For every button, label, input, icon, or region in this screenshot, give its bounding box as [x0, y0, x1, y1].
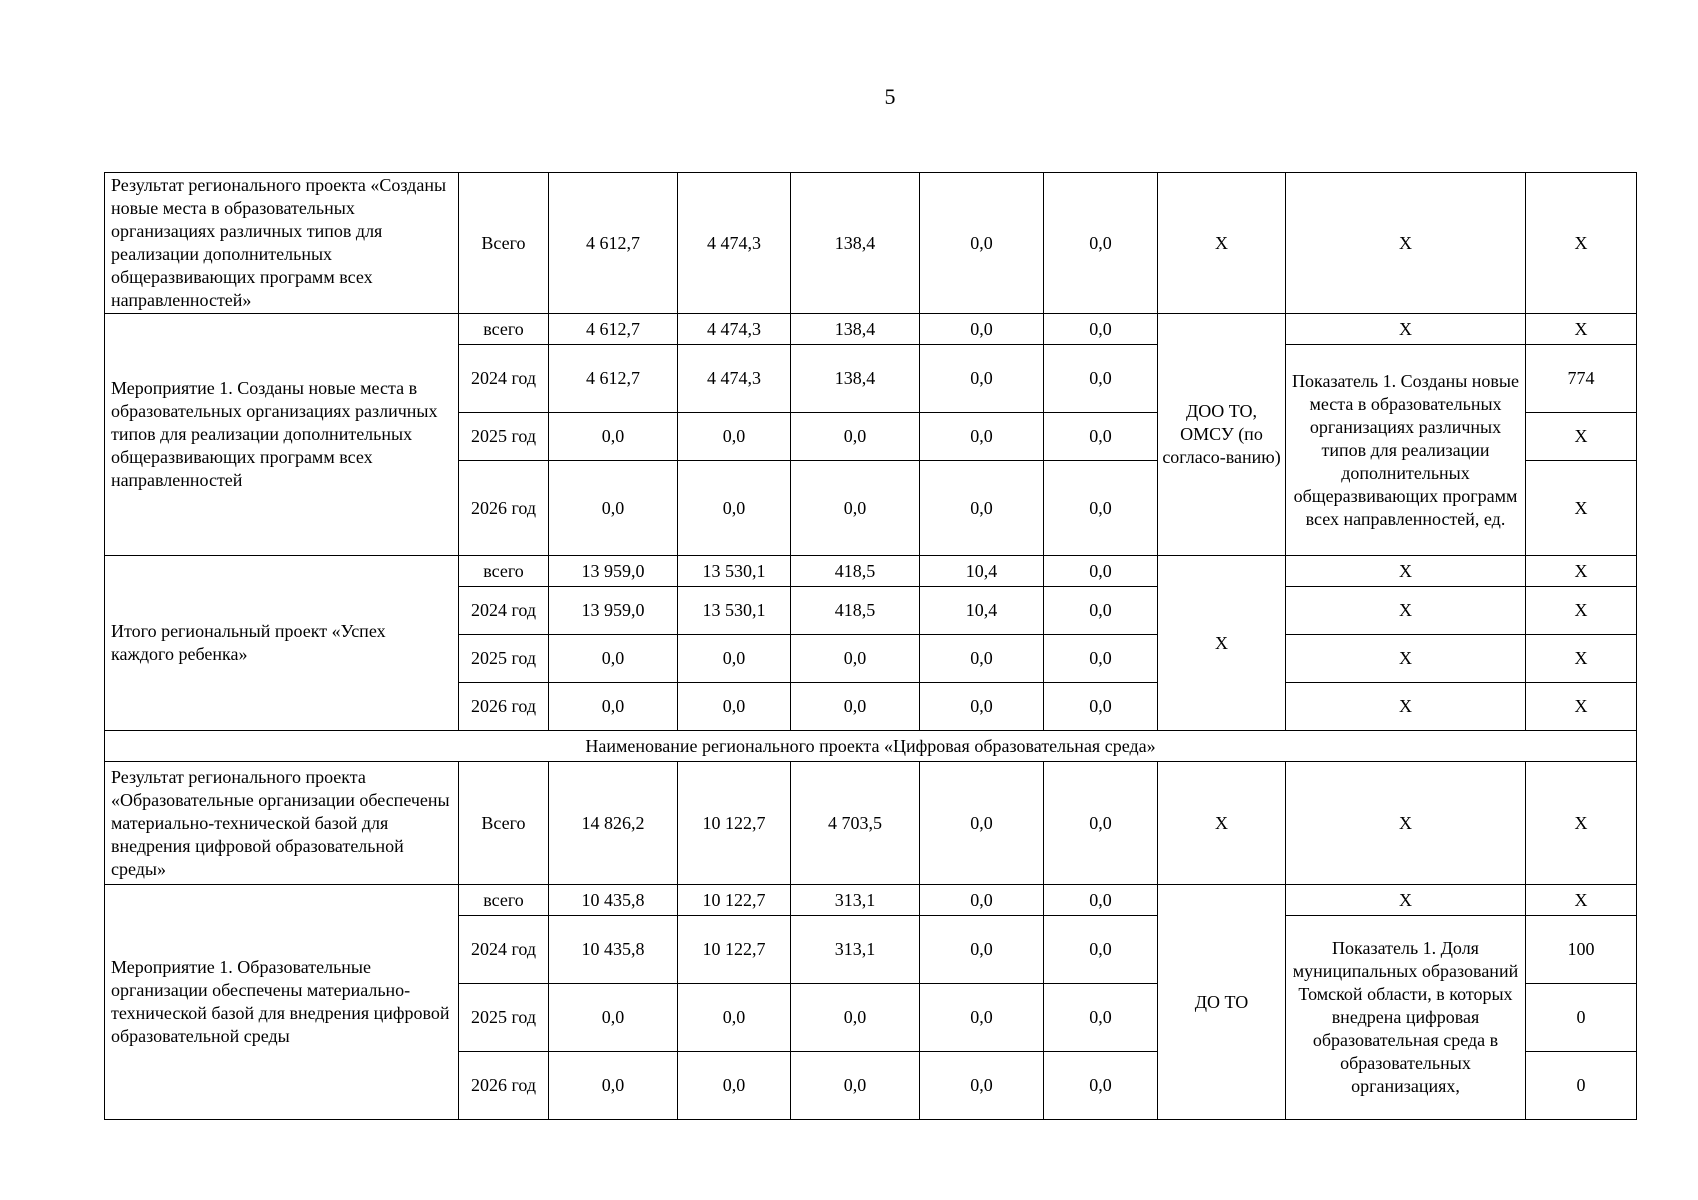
period-cell: всего [459, 314, 549, 345]
period-cell: Всего [459, 173, 549, 314]
value-cell: 0,0 [1044, 916, 1158, 984]
value-cell: 0,0 [1044, 1052, 1158, 1120]
target-cell: 0 [1526, 984, 1637, 1052]
indicator-cell: X [1286, 173, 1526, 314]
executor-cell: ДОО ТО, ОМСУ (по согласо-ванию) [1158, 314, 1286, 556]
executor-cell: X [1158, 762, 1286, 885]
value-cell: 0,0 [920, 635, 1044, 683]
indicator-cell: X [1286, 762, 1526, 885]
period-cell: всего [459, 556, 549, 587]
period-cell: 2026 год [459, 683, 549, 731]
value-cell: 10 122,7 [678, 762, 791, 885]
measure-name: Мероприятие 1. Созданы новые места в образовательных организациях различных типов для реализации дополнительных общеразвивающих программ всех направленностей [105, 314, 459, 556]
value-cell: 418,5 [791, 587, 920, 635]
value-cell: 4 474,3 [678, 314, 791, 345]
indicator-cell: X [1286, 885, 1526, 916]
value-cell: 138,4 [791, 345, 920, 413]
indicator-cell: X [1286, 314, 1526, 345]
value-cell: 0,0 [1044, 984, 1158, 1052]
result-name: Результат регионального проекта «Образовательные организации обеспечены материально-технической базой для внедрения цифровой образовательной среды» [105, 762, 459, 885]
period-cell: 2026 год [459, 461, 549, 556]
value-cell: 0,0 [678, 1052, 791, 1120]
table-row [105, 885, 1637, 916]
period-cell: Всего [459, 762, 549, 885]
target-cell: X [1526, 587, 1637, 635]
value-cell: 13 959,0 [549, 587, 678, 635]
value-cell: 0,0 [549, 413, 678, 461]
indicator-cell: Показатель 1. Созданы новые места в образовательных организациях различных типов для реализации дополнительных общеразвивающих программ всех направленностей, ед. [1286, 345, 1526, 556]
value-cell: 0,0 [791, 1052, 920, 1120]
value-cell: 418,5 [791, 556, 920, 587]
value-cell: 0,0 [791, 635, 920, 683]
value-cell: 0,0 [920, 885, 1044, 916]
value-cell: 0,0 [791, 683, 920, 731]
value-cell: 0,0 [678, 984, 791, 1052]
table-row [105, 556, 1637, 587]
target-cell: X [1526, 556, 1637, 587]
value-cell: 13 530,1 [678, 587, 791, 635]
value-cell: 0,0 [920, 916, 1044, 984]
period-cell: 2026 год [459, 1052, 549, 1120]
value-cell: 0,0 [549, 1052, 678, 1120]
value-cell: 4 612,7 [549, 173, 678, 314]
target-cell: 774 [1526, 345, 1637, 413]
value-cell: 0,0 [1044, 587, 1158, 635]
value-cell: 138,4 [791, 314, 920, 345]
period-cell: всего [459, 885, 549, 916]
period-cell: 2024 год [459, 345, 549, 413]
value-cell: 14 826,2 [549, 762, 678, 885]
value-cell: 0,0 [791, 461, 920, 556]
executor-cell: X [1158, 556, 1286, 731]
value-cell: 0,0 [791, 413, 920, 461]
value-cell: 0,0 [920, 173, 1044, 314]
value-cell: 0,0 [1044, 173, 1158, 314]
value-cell: 0,0 [791, 984, 920, 1052]
target-cell: 0 [1526, 1052, 1637, 1120]
value-cell: 0,0 [920, 762, 1044, 885]
target-cell: X [1526, 413, 1637, 461]
value-cell: 0,0 [920, 1052, 1044, 1120]
value-cell: 0,0 [920, 683, 1044, 731]
value-cell: 4 474,3 [678, 345, 791, 413]
target-cell: X [1526, 173, 1637, 314]
section-title: Наименование регионального проекта «Цифровая образовательная среда» [105, 731, 1637, 762]
value-cell: 10 122,7 [678, 885, 791, 916]
value-cell: 313,1 [791, 916, 920, 984]
value-cell: 10 435,8 [549, 885, 678, 916]
indicator-cell: X [1286, 587, 1526, 635]
value-cell: 0,0 [1044, 413, 1158, 461]
target-cell: X [1526, 314, 1637, 345]
value-cell: 0,0 [1044, 345, 1158, 413]
page-number: 5 [884, 84, 896, 109]
value-cell: 10 122,7 [678, 916, 791, 984]
value-cell: 0,0 [1044, 762, 1158, 885]
value-cell: 0,0 [1044, 635, 1158, 683]
value-cell: 0,0 [920, 413, 1044, 461]
value-cell: 0,0 [549, 984, 678, 1052]
value-cell: 4 703,5 [791, 762, 920, 885]
value-cell: 0,0 [920, 461, 1044, 556]
target-cell: X [1526, 461, 1637, 556]
value-cell: 313,1 [791, 885, 920, 916]
table-row [105, 762, 1637, 885]
value-cell: 13 959,0 [549, 556, 678, 587]
executor-cell: X [1158, 173, 1286, 314]
indicator-cell: Показатель 1. Доля муниципальных образований Томской области, в которых внедрена цифровая образовательная среда в образовательных организациях, [1286, 916, 1526, 1120]
value-cell: 0,0 [1044, 885, 1158, 916]
value-cell: 0,0 [920, 314, 1044, 345]
table-row [105, 314, 1637, 345]
value-cell: 4 612,7 [549, 314, 678, 345]
value-cell: 13 530,1 [678, 556, 791, 587]
value-cell: 0,0 [549, 635, 678, 683]
value-cell: 138,4 [791, 173, 920, 314]
period-cell: 2024 год [459, 916, 549, 984]
target-cell: X [1526, 635, 1637, 683]
value-cell: 10,4 [920, 587, 1044, 635]
value-cell: 10,4 [920, 556, 1044, 587]
value-cell: 0,0 [678, 635, 791, 683]
target-cell: X [1526, 762, 1637, 885]
target-cell: X [1526, 683, 1637, 731]
indicator-cell: X [1286, 635, 1526, 683]
value-cell: 0,0 [1044, 683, 1158, 731]
period-cell: 2024 год [459, 587, 549, 635]
value-cell: 4 612,7 [549, 345, 678, 413]
section-row [105, 731, 1637, 762]
table-row [105, 173, 1637, 314]
value-cell: 0,0 [549, 461, 678, 556]
value-cell: 0,0 [920, 984, 1044, 1052]
indicator-cell: X [1286, 556, 1526, 587]
total-name: Итого региональный проект «Успех каждого ребенка» [105, 556, 459, 731]
target-cell: 100 [1526, 916, 1637, 984]
value-cell: 0,0 [1044, 556, 1158, 587]
value-cell: 0,0 [678, 683, 791, 731]
indicator-cell: X [1286, 683, 1526, 731]
executor-cell: ДО ТО [1158, 885, 1286, 1120]
value-cell: 0,0 [678, 413, 791, 461]
value-cell: 0,0 [678, 461, 791, 556]
period-cell: 2025 год [459, 984, 549, 1052]
value-cell: 0,0 [920, 345, 1044, 413]
budget-table [104, 172, 1637, 1120]
measure-name: Мероприятие 1. Образовательные организации обеспечены материально-технической базой для внедрения цифровой образовательной среды [105, 885, 459, 1120]
period-cell: 2025 год [459, 413, 549, 461]
value-cell: 0,0 [1044, 314, 1158, 345]
value-cell: 10 435,8 [549, 916, 678, 984]
value-cell: 4 474,3 [678, 173, 791, 314]
result-name: Результат регионального проекта «Созданы новые места в образовательных организациях различных типов для реализации дополнительных общеразвивающих программ всех направленностей» [105, 173, 459, 314]
target-cell: X [1526, 885, 1637, 916]
value-cell: 0,0 [1044, 461, 1158, 556]
period-cell: 2025 год [459, 635, 549, 683]
value-cell: 0,0 [549, 683, 678, 731]
